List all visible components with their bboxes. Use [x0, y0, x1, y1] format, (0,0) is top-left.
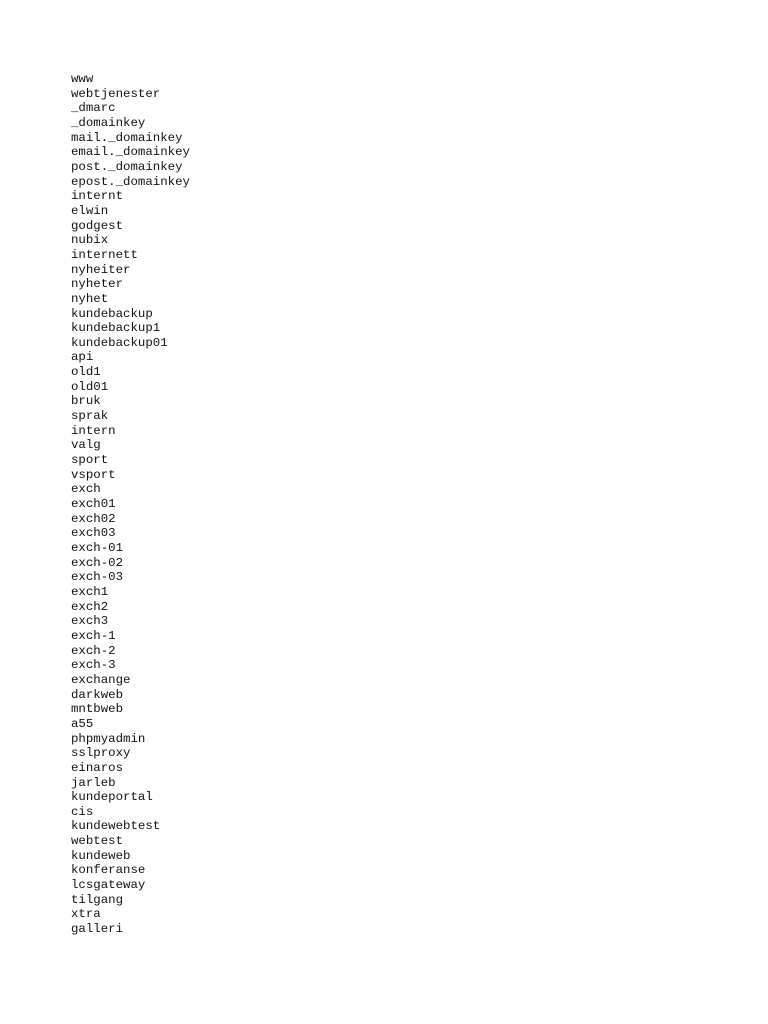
list-item: exch2: [71, 599, 109, 614]
list-item: email._domainkey: [71, 145, 190, 160]
list-item: old01: [71, 379, 109, 394]
list-item: exch02: [71, 511, 116, 526]
list-item: nyhet: [71, 291, 109, 306]
list-item: intern: [71, 423, 116, 438]
list-item: exch: [71, 482, 101, 497]
list-item: sport: [71, 453, 109, 468]
list-item: webtest: [71, 834, 124, 849]
list-item: exch03: [71, 526, 116, 541]
list-item: old1: [71, 365, 101, 380]
list-item: nyheiter: [71, 262, 131, 277]
list-item: webtjenester: [71, 86, 161, 101]
list-item: post._domainkey: [71, 159, 183, 174]
list-item: darkweb: [71, 687, 124, 702]
list-item: kundeportal: [71, 790, 153, 805]
list-item: nubix: [71, 233, 109, 248]
list-item: sslproxy: [71, 746, 131, 761]
list-item: phpmyadmin: [71, 731, 146, 746]
list-item: galleri: [71, 922, 124, 937]
list-item: mntbweb: [71, 702, 124, 717]
list-item: exch-03: [71, 570, 124, 585]
list-item: konferanse: [71, 863, 146, 878]
list-item: exch-1: [71, 628, 116, 643]
list-item: nyheter: [71, 277, 124, 292]
list-item: www: [71, 72, 94, 86]
list-item: kundewebtest: [71, 819, 161, 834]
list-item: kundebackup: [71, 306, 153, 321]
list-item: exch-2: [71, 643, 116, 658]
list-item: api: [71, 350, 94, 365]
list-item: exch-3: [71, 658, 116, 673]
subdomain-list: [71, 72, 190, 937]
list-item: sprak: [71, 409, 109, 424]
list-item: exch-02: [71, 555, 124, 570]
list-item: xtra: [71, 907, 101, 922]
list-item: a55: [71, 716, 94, 731]
list-item: vsport: [71, 467, 116, 482]
list-item: exch1: [71, 584, 109, 599]
list-item: _dmarc: [71, 101, 116, 116]
list-item: einaros: [71, 760, 124, 775]
list-item: exch-01: [71, 541, 124, 555]
list-item: internt: [71, 189, 124, 204]
list-item: epost._domainkey: [71, 174, 190, 189]
list-item: elwin: [71, 203, 109, 218]
list-item: kundeweb: [71, 848, 131, 863]
list-item: valg: [71, 438, 101, 453]
list-item: kundebackup01: [71, 335, 168, 350]
list-item: _domainkey: [71, 115, 146, 130]
list-item: jarleb: [71, 775, 116, 790]
list-item: kundebackup1: [71, 321, 161, 336]
list-item: tilgang: [71, 892, 124, 907]
list-item: bruk: [71, 394, 101, 409]
list-item: exchange: [71, 672, 131, 687]
list-item: internett: [71, 247, 138, 262]
list-item: cis: [71, 804, 94, 819]
list-item: mail._domainkey: [71, 130, 183, 145]
list-item: exch3: [71, 614, 109, 629]
list-item: exch01: [71, 497, 116, 512]
list-item: lcsgateway: [71, 878, 146, 893]
list-item: godgest: [71, 218, 124, 233]
